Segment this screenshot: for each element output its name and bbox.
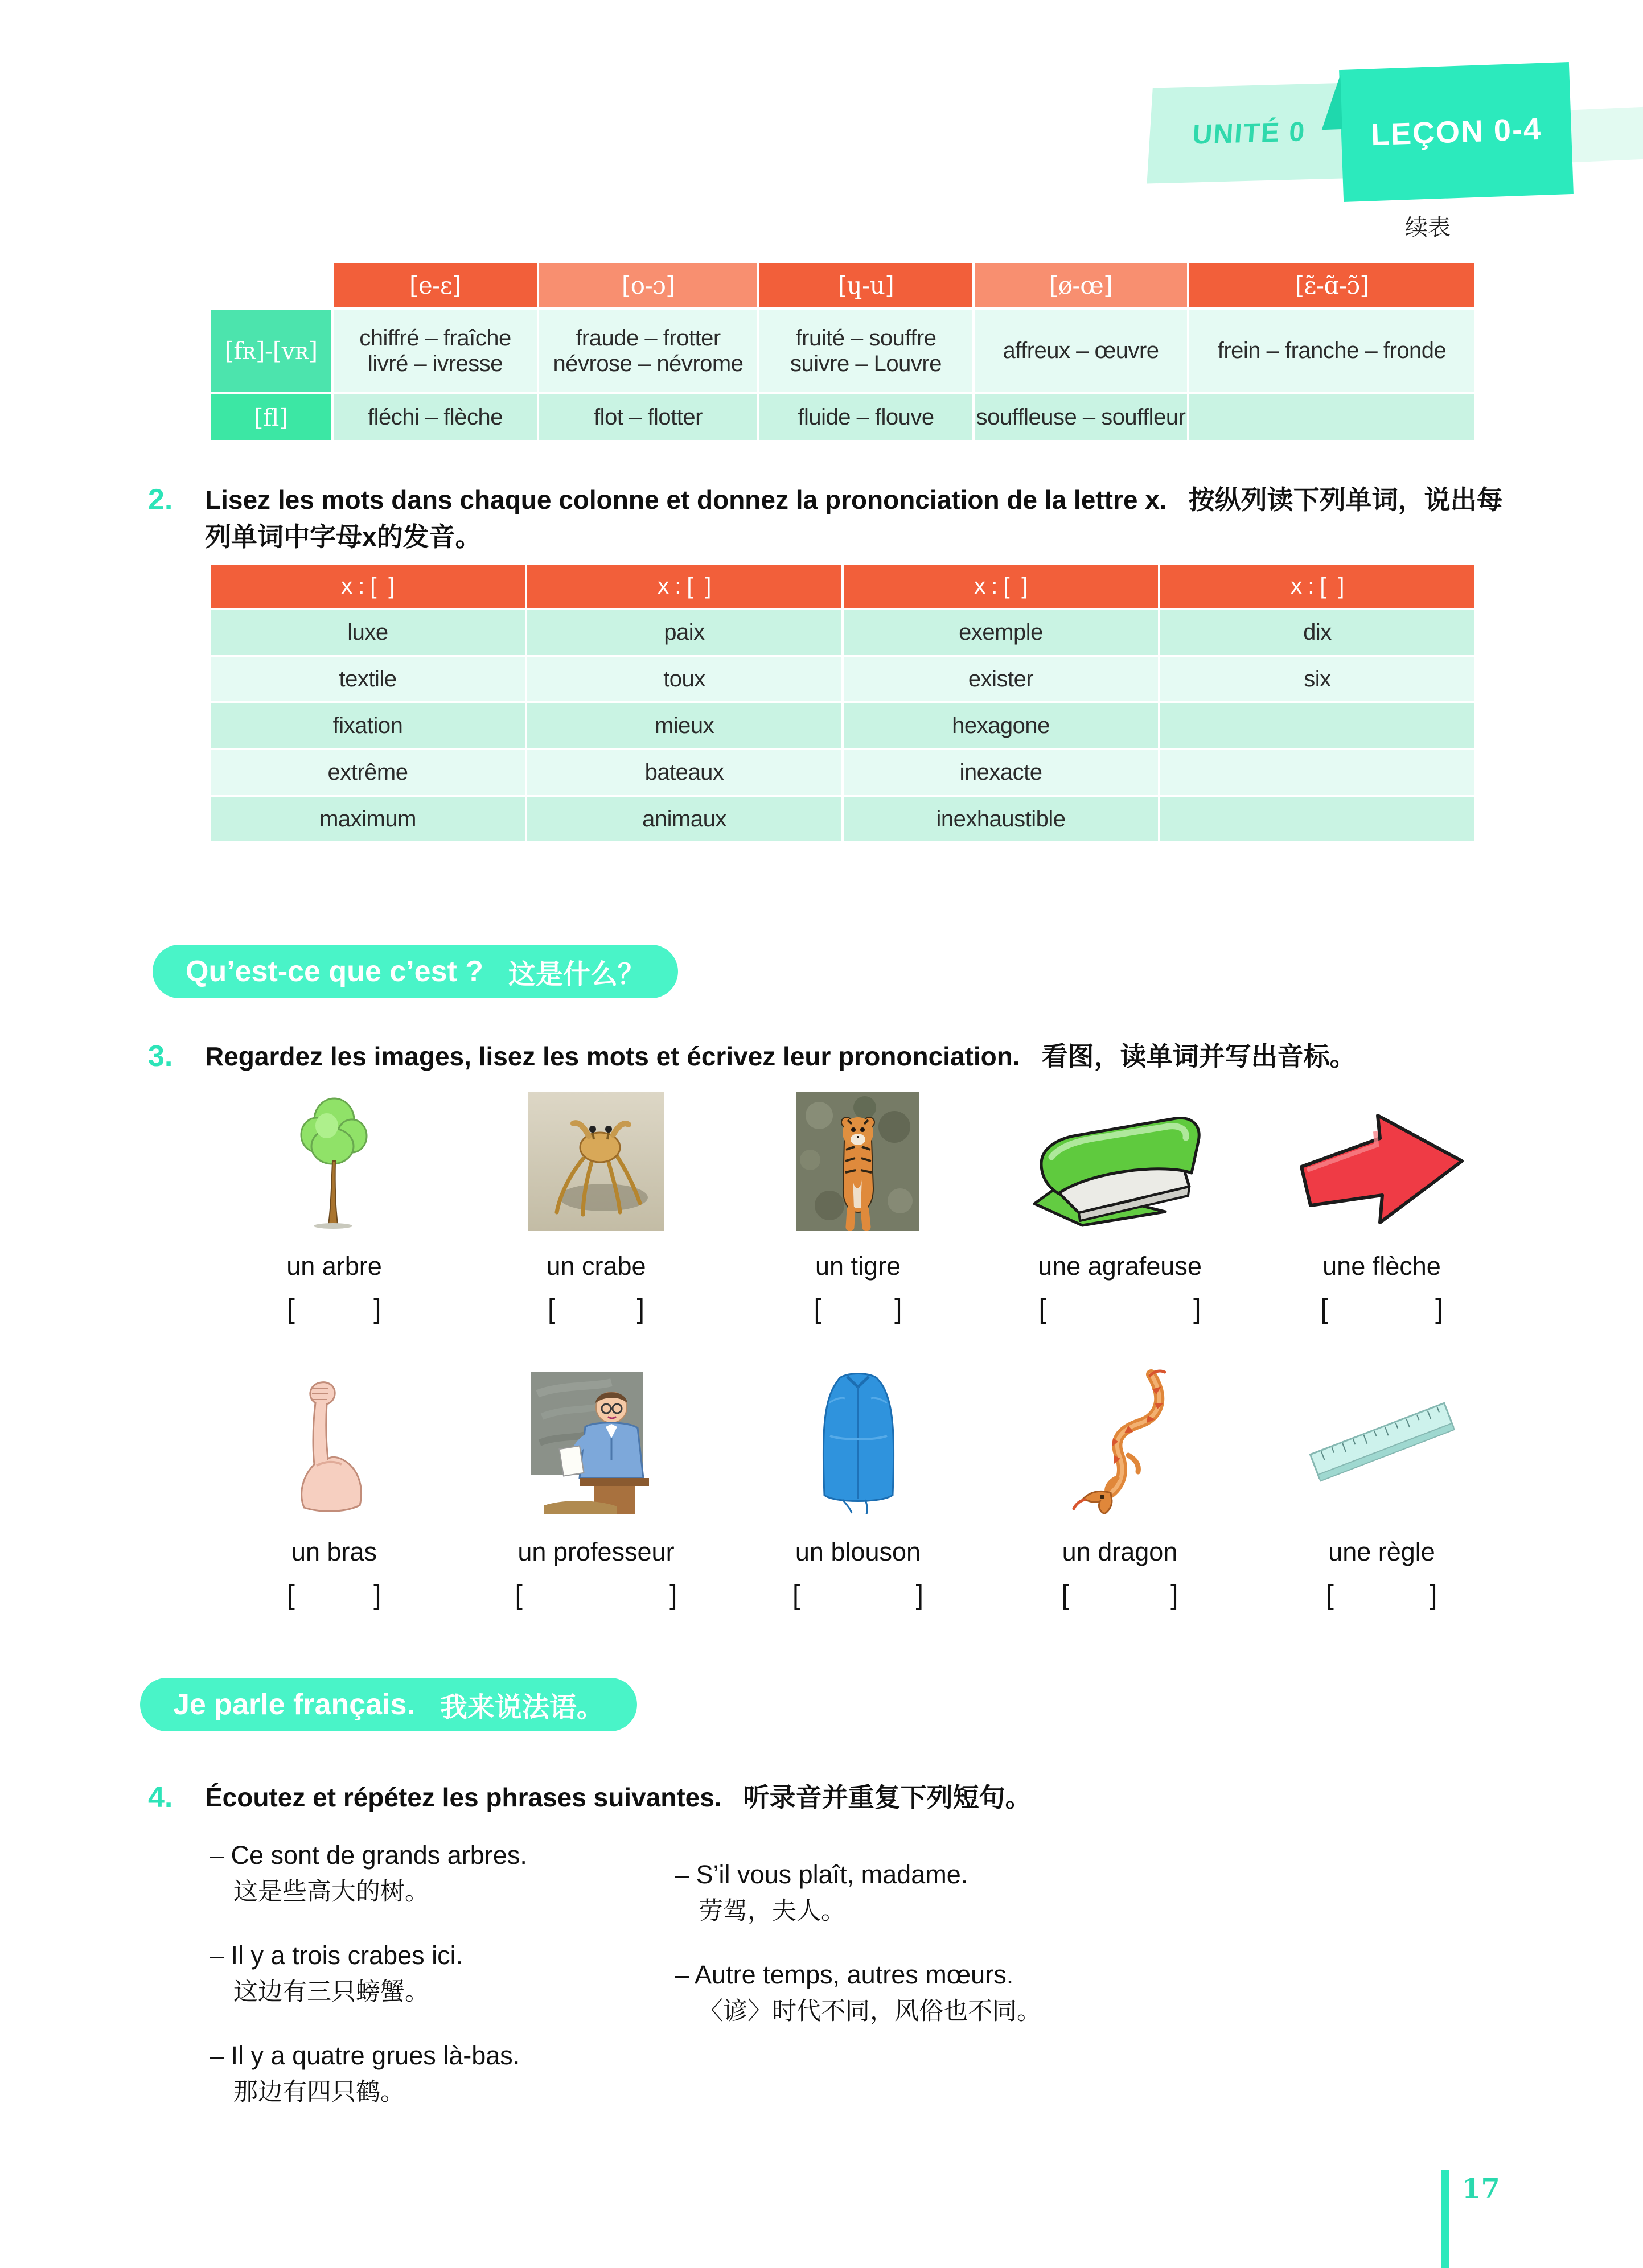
exercise-text bbox=[205, 1038, 1356, 1075]
table-cell bbox=[975, 310, 1187, 392]
figure-label: un professeur bbox=[517, 1537, 675, 1566]
phrase-list-right bbox=[675, 1859, 1244, 2059]
stapler-icon bbox=[1023, 1090, 1217, 1231]
exercise-text-fr: Lisez les mots dans chaque colonne et donnez la prononciation de la lettre x. bbox=[205, 485, 1167, 514]
table-cell: mieux bbox=[527, 703, 841, 748]
table-cell: extrême bbox=[211, 750, 525, 795]
figure-arbre bbox=[203, 1090, 465, 1325]
table-cell: dix bbox=[1160, 610, 1474, 655]
figure-label: une agrafeuse bbox=[1038, 1252, 1202, 1281]
exercise-text-zh: 按纵列读下列单词，说出每列单词中字母x的发音。 bbox=[205, 485, 1503, 552]
bracket-open: [ bbox=[548, 1294, 556, 1324]
lesson-banner bbox=[1339, 62, 1574, 202]
word-pair: fruité – souffre bbox=[795, 325, 936, 351]
phonetic-brackets bbox=[287, 1579, 381, 1611]
phrase-zh: 这是些高大的树。 bbox=[233, 1878, 429, 1905]
table-cell bbox=[759, 310, 972, 392]
phonetic-brackets bbox=[1326, 1579, 1437, 1611]
figure-agrafeuse bbox=[989, 1090, 1251, 1325]
column-header: x : [ ] bbox=[211, 565, 525, 608]
bracket-close: ] bbox=[1193, 1294, 1201, 1324]
word-pair: fraude – frotter bbox=[576, 325, 721, 351]
exercise-2-heading bbox=[148, 481, 1509, 556]
bracket-close: ] bbox=[915, 1580, 923, 1610]
exercise-number: 2. bbox=[148, 483, 173, 516]
word-pair: flot – flotter bbox=[594, 404, 703, 430]
table-cell bbox=[1160, 797, 1474, 841]
exercise-4-heading bbox=[148, 1779, 1514, 1816]
bracket-open: [ bbox=[1038, 1294, 1046, 1324]
phrase-zh: 〈谚〉时代不同，风俗也不同。 bbox=[699, 1998, 1041, 2025]
bracket-open: [ bbox=[792, 1580, 800, 1610]
column-header: [e-ɛ] bbox=[334, 263, 537, 307]
table-cell: toux bbox=[527, 657, 841, 701]
word-pair: livré – ivresse bbox=[367, 351, 503, 376]
figure-blouson bbox=[727, 1369, 989, 1611]
column-header: [ø-œ] bbox=[975, 263, 1187, 307]
phrase-fr: – Autre temps, autres mœurs. bbox=[675, 1960, 1014, 1989]
table-cell: bateaux bbox=[527, 750, 841, 795]
exercise-text bbox=[205, 1779, 1032, 1816]
phrase-zh: 劳驾，夫人。 bbox=[699, 1897, 845, 1925]
bracket-close: ] bbox=[894, 1294, 902, 1324]
table-cell: inexhaustible bbox=[844, 797, 1158, 841]
teacher-icon bbox=[525, 1369, 667, 1514]
phonetic-brackets bbox=[287, 1294, 381, 1325]
jacket-icon bbox=[807, 1369, 909, 1514]
phonetic-brackets bbox=[1321, 1294, 1443, 1325]
exercise-text-fr: Écoutez et répétez les phrases suivantes. bbox=[205, 1783, 722, 1812]
table-cell bbox=[539, 310, 757, 392]
table-cell bbox=[334, 394, 537, 440]
column-header: [ɛ̃-ɑ̃-ɔ̃] bbox=[1189, 263, 1474, 307]
exercise-text-fr: Regardez les images, lisez les mots et écrivez leur prononciation. bbox=[205, 1042, 1020, 1071]
word-pair: fléchi – flèche bbox=[367, 404, 503, 430]
figure-dragon bbox=[989, 1369, 1251, 1611]
column-header: [ɥ-u] bbox=[759, 263, 972, 307]
section-banner-parle bbox=[140, 1678, 637, 1731]
ruler-icon bbox=[1296, 1369, 1467, 1514]
table-cell: textile bbox=[211, 657, 525, 701]
arrow-icon bbox=[1293, 1090, 1470, 1231]
table-cell bbox=[1189, 310, 1474, 392]
figure-label: un tigre bbox=[815, 1252, 901, 1281]
phrase-fr: – Il y a trois crabes ici. bbox=[210, 1941, 463, 1970]
phonetics-table bbox=[211, 263, 1474, 440]
table-cell bbox=[1189, 394, 1474, 440]
page-number-bar bbox=[1441, 2170, 1449, 2268]
bracket-close: ] bbox=[373, 1294, 381, 1324]
row-label: [fl] bbox=[211, 394, 331, 440]
bracket-close: ] bbox=[1430, 1580, 1437, 1610]
table-cell: paix bbox=[527, 610, 841, 655]
figure-fleche bbox=[1251, 1090, 1513, 1325]
figure-label: un dragon bbox=[1062, 1537, 1178, 1566]
unit-label: UNITÉ 0 bbox=[1192, 116, 1307, 150]
tree-icon bbox=[291, 1090, 377, 1231]
exercise-text-zh: 听录音并重复下列短句。 bbox=[743, 1783, 1032, 1812]
bracket-open: [ bbox=[1061, 1580, 1069, 1610]
word-pair: chiffré – fraîche bbox=[359, 325, 511, 351]
exercise-text-zh: 看图，读单词并写出音标。 bbox=[1041, 1042, 1356, 1071]
row-label: [fʀ]-[vʀ] bbox=[211, 310, 331, 392]
figure-tigre bbox=[727, 1090, 989, 1325]
bracket-open: [ bbox=[1320, 1294, 1328, 1324]
phrase-zh: 那边有四只鹤。 bbox=[233, 2078, 405, 2106]
table-corner-cell bbox=[211, 263, 331, 307]
dragon-icon bbox=[1065, 1369, 1176, 1514]
phonetic-brackets bbox=[814, 1294, 902, 1325]
bracket-open: [ bbox=[1326, 1580, 1334, 1610]
banner-text-zh: 我来说法语。 bbox=[439, 1692, 604, 1723]
table-cell: six bbox=[1160, 657, 1474, 701]
exercise-text bbox=[205, 481, 1503, 556]
bracket-open: [ bbox=[287, 1294, 295, 1324]
column-header: [o-ɔ] bbox=[539, 263, 757, 307]
bracket-open: [ bbox=[814, 1294, 822, 1324]
banner-text-fr: Qu’est-ce que c’est ? bbox=[186, 955, 484, 988]
figure-professeur bbox=[465, 1369, 727, 1611]
table-cell: hexagone bbox=[844, 703, 1158, 748]
arm-icon bbox=[286, 1369, 383, 1514]
phrase-item bbox=[210, 2040, 710, 2108]
word-pair: affreux – œuvre bbox=[1003, 338, 1159, 363]
phrase-fr: – S’il vous plaît, madame. bbox=[675, 1860, 968, 1889]
vocabulary-figure-row-2 bbox=[203, 1369, 1513, 1611]
table-cell: animaux bbox=[527, 797, 841, 841]
bracket-close: ] bbox=[1435, 1294, 1443, 1324]
phonetic-brackets bbox=[1062, 1579, 1178, 1611]
column-header: x : [ ] bbox=[844, 565, 1158, 608]
figure-label: une flèche bbox=[1322, 1252, 1441, 1281]
tiger-icon bbox=[796, 1090, 919, 1231]
exercise-3-heading bbox=[148, 1038, 1571, 1075]
bracket-close: ] bbox=[373, 1580, 381, 1610]
bracket-open: [ bbox=[515, 1580, 523, 1610]
word-pair: névrose – névrome bbox=[553, 351, 744, 376]
x-pronunciation-table bbox=[211, 565, 1474, 841]
figure-label: une règle bbox=[1328, 1537, 1435, 1566]
figure-label: un bras bbox=[291, 1537, 377, 1566]
table-cell: exemple bbox=[844, 610, 1158, 655]
table-cell bbox=[975, 394, 1187, 440]
table-cell bbox=[334, 310, 537, 392]
bracket-close: ] bbox=[636, 1294, 644, 1324]
table-cell: maximum bbox=[211, 797, 525, 841]
table-cell: fixation bbox=[211, 703, 525, 748]
phrase-item bbox=[210, 1940, 710, 2008]
phonetic-brackets bbox=[1039, 1294, 1201, 1325]
table-cell bbox=[1160, 703, 1474, 748]
exercise-number: 4. bbox=[148, 1781, 173, 1814]
bracket-open: [ bbox=[287, 1580, 295, 1610]
phrase-item bbox=[210, 1839, 710, 1908]
figure-bras bbox=[203, 1369, 465, 1611]
bracket-close: ] bbox=[1170, 1580, 1178, 1610]
phrase-zh: 这边有三只螃蟹。 bbox=[233, 1978, 429, 2006]
phonetic-brackets bbox=[515, 1579, 677, 1611]
figure-label: un crabe bbox=[546, 1252, 646, 1281]
figure-regle bbox=[1251, 1369, 1513, 1611]
figure-label: un blouson bbox=[795, 1537, 921, 1566]
phrase-item bbox=[675, 1859, 1244, 1927]
vocabulary-figure-row-1 bbox=[203, 1090, 1513, 1325]
page-number: 17 bbox=[1462, 2173, 1500, 2205]
banner-text-zh: 这是什么？ bbox=[508, 959, 646, 990]
phrase-fr: – Il y a quatre grues là-bas. bbox=[210, 2041, 520, 2070]
crab-icon bbox=[528, 1090, 664, 1231]
table-cell: luxe bbox=[211, 610, 525, 655]
phrase-list-left bbox=[210, 1839, 710, 2140]
lesson-label: LEÇON 0-4 bbox=[1370, 112, 1542, 153]
word-pair: fluide – flouve bbox=[798, 404, 934, 430]
section-banner-quest bbox=[153, 945, 678, 998]
phrase-fr: – Ce sont de grands arbres. bbox=[210, 1841, 527, 1870]
table-cell bbox=[759, 394, 972, 440]
column-header: x : [ ] bbox=[527, 565, 841, 608]
table-cell: exister bbox=[844, 657, 1158, 701]
exercise-number: 3. bbox=[148, 1040, 173, 1073]
word-pair: suivre – Louvre bbox=[790, 351, 942, 376]
table-cell bbox=[539, 394, 757, 440]
bracket-close: ] bbox=[669, 1580, 677, 1610]
figure-label: un arbre bbox=[286, 1252, 382, 1281]
table-cell: inexacte bbox=[844, 750, 1158, 795]
phonetic-brackets bbox=[548, 1294, 644, 1325]
phrase-item bbox=[675, 1959, 1244, 2027]
table-cell bbox=[1160, 750, 1474, 795]
phonetic-brackets bbox=[792, 1579, 923, 1611]
word-pair: souffleuse – souffleur bbox=[976, 404, 1186, 430]
continued-table-note: 续表 bbox=[1405, 215, 1451, 240]
column-header: x : [ ] bbox=[1160, 565, 1474, 608]
word-pair: frein – franche – fronde bbox=[1217, 338, 1447, 363]
figure-crabe bbox=[465, 1090, 727, 1325]
banner-text-fr: Je parle français. bbox=[173, 1688, 415, 1721]
